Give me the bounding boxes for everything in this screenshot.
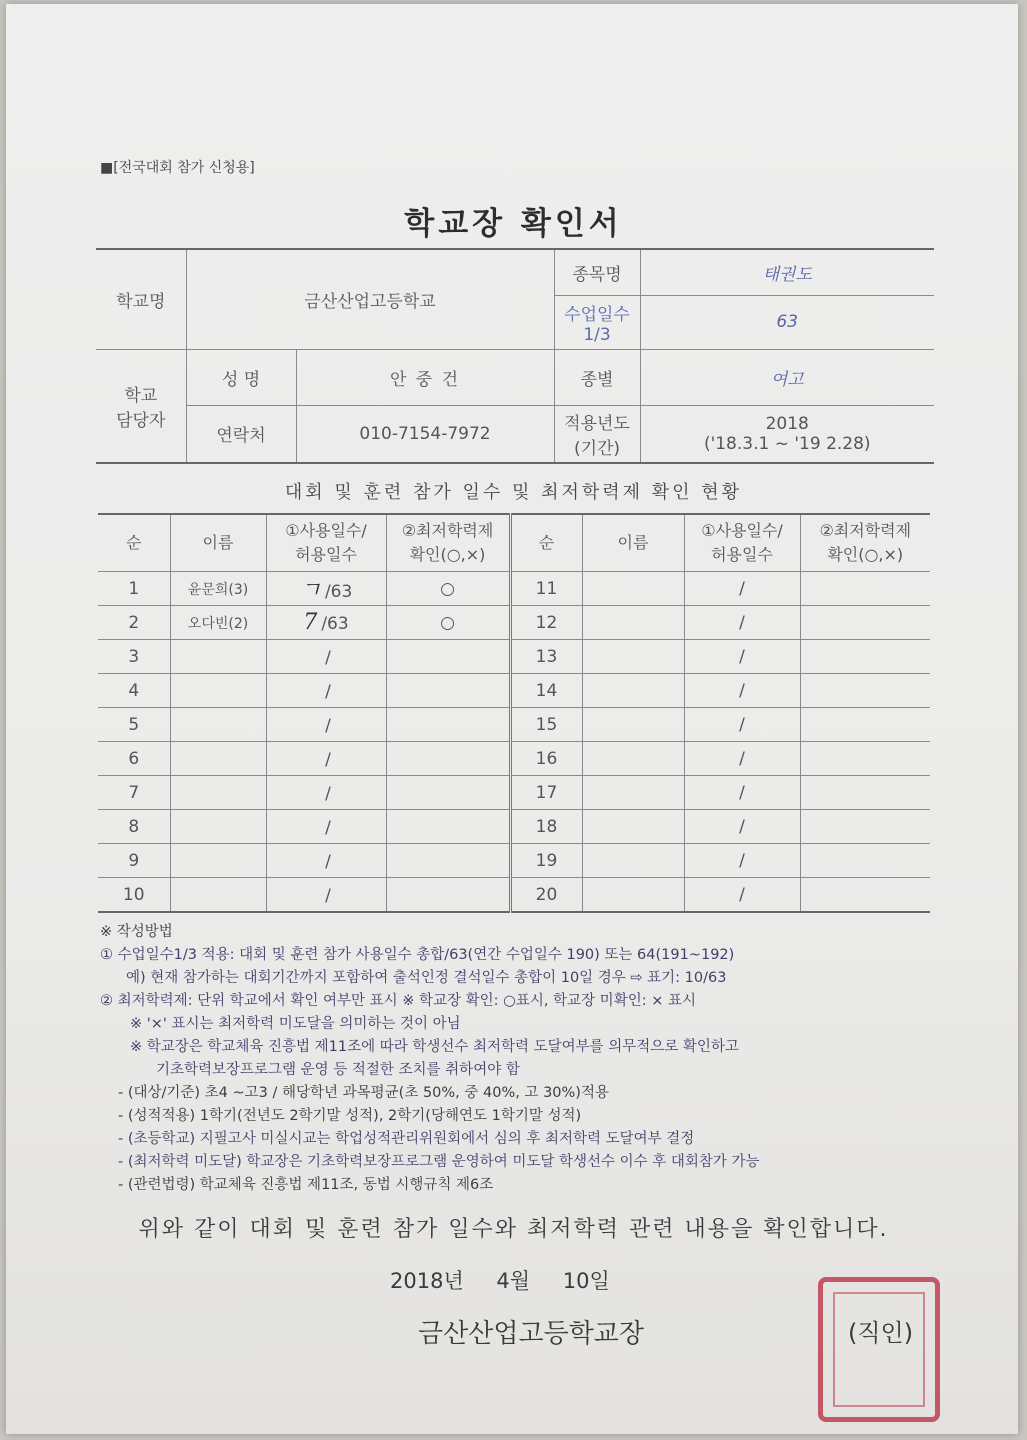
contact-person-label xyxy=(96,349,186,463)
gender-value: 여고 xyxy=(640,349,934,405)
row-name-2 xyxy=(582,640,684,674)
row-days-2: / xyxy=(684,640,800,674)
header-check-2-line1: ②최저학력제 xyxy=(819,521,912,540)
row-no-2: 17 xyxy=(510,776,582,810)
row-check: ○ xyxy=(386,606,510,640)
row-check-2 xyxy=(800,572,930,606)
row-check-2 xyxy=(800,742,930,776)
row-name-2 xyxy=(582,572,684,606)
table-row xyxy=(98,674,930,708)
allowed-days: /63 xyxy=(321,614,349,634)
row-name xyxy=(170,708,266,742)
table-row xyxy=(98,708,930,742)
row-check: ○ xyxy=(386,572,510,606)
row-days xyxy=(266,810,386,844)
instruction-line: - (대상/기준) 초4 ~고3 / 해당학년 과목평균(초 50%, 중 40%, 고 30%)적용 xyxy=(118,1085,609,1101)
row-name xyxy=(170,776,266,810)
header-name: 이름 xyxy=(170,514,266,572)
row-no-2: 19 xyxy=(510,844,582,878)
row-no-2: 20 xyxy=(510,878,582,913)
row-no: 5 xyxy=(98,708,170,742)
row-name xyxy=(170,640,266,674)
official-seal-stamp xyxy=(818,1277,940,1422)
name-value: 안 중 건 xyxy=(296,349,554,405)
handwritten-used-days: ㄱ xyxy=(299,578,321,603)
contact-person-label-line1: 학교 xyxy=(124,385,158,406)
instruction-line: - (최저학력 미도달) 학교장은 기초학력보장프로그램 운영하여 미도달 학생선수 이수 후 대회참가 가능 xyxy=(118,1154,760,1170)
row-name-2 xyxy=(582,776,684,810)
year-label-line2: (기간) xyxy=(573,438,621,459)
row-name xyxy=(170,878,266,913)
year-value-line1: 2018 xyxy=(765,413,809,434)
instruction-line: - (초등학교) 지필고사 미실시교는 학업성적관리위원회에서 심의 후 최저학력 도달여부 결정 xyxy=(118,1131,695,1147)
row-no-2: 12 xyxy=(510,606,582,640)
handwritten-used-days: 7 xyxy=(303,610,318,635)
instruction-line: ※ 학교장은 학교체육 진흥법 제11조에 따라 학생선수 최저학력 도달여부를 의무적으로 확인하고 xyxy=(130,1039,739,1055)
row-no-2: 13 xyxy=(510,640,582,674)
name-label: 성 명 xyxy=(186,349,296,405)
allowed-days: / xyxy=(325,716,331,736)
class-days-label-line2: 1/3 xyxy=(583,324,611,345)
row-check xyxy=(386,742,510,776)
row-check xyxy=(386,810,510,844)
row-no: 3 xyxy=(98,640,170,674)
allowed-days: /63 xyxy=(324,582,353,602)
allowed-days: / xyxy=(325,818,331,838)
table-row xyxy=(98,878,930,913)
principal-signature-line: 금산산업고등학교장 xyxy=(418,1319,645,1349)
row-days xyxy=(266,878,386,913)
row-name-2 xyxy=(582,708,684,742)
row-name xyxy=(170,674,266,708)
row-check-2 xyxy=(800,844,930,878)
instruction-line: 예) 현재 참가하는 대회기간까지 포함하여 출석인정 결석일수 총합이 10일 경우 ⇨ 표기: 10/63 xyxy=(126,970,727,986)
instructions-title: ※ 작성방법 xyxy=(100,924,173,940)
row-name: 윤문희(3) xyxy=(170,572,266,606)
confirmation-text: 위와 같이 대회 및 훈련 참가 일수와 최저학력 관련 내용을 확인합니다. xyxy=(138,1217,889,1242)
row-days xyxy=(266,674,386,708)
instruction-line: ② 최저학력제: 단위 학교에서 확인 여부만 표시 ※ 학교장 확인: ○표시, 학교장 미확인: × 표시 xyxy=(100,993,696,1009)
instruction-line: ※ '×' 표시는 최저학력 미도달을 의미하는 것이 아님 xyxy=(130,1016,461,1032)
year-label xyxy=(554,405,640,463)
instruction-line: ① 수업일수1/3 적용: 대회 및 훈련 참가 사용일수 총합/63(연간 수업일수 190) 또는 64(191~192) xyxy=(100,947,735,963)
class-days-label-line1: 수업일수 xyxy=(564,304,630,325)
row-days-2: / xyxy=(684,742,800,776)
header-days-2-line1: ①사용일수/ xyxy=(701,521,783,540)
class-days-value: 63 xyxy=(640,295,934,349)
section-title: 대회 및 훈련 참가 일수 및 최저학력제 확인 현황 xyxy=(284,482,743,503)
row-name-2 xyxy=(582,810,684,844)
table-row xyxy=(98,640,930,674)
row-days-2: / xyxy=(684,606,800,640)
header-check xyxy=(386,514,510,572)
row-no: 6 xyxy=(98,742,170,776)
header-no: 순 xyxy=(98,514,170,572)
info-table xyxy=(96,248,934,464)
table-row xyxy=(98,776,930,810)
row-days-2: / xyxy=(684,708,800,742)
row-no: 9 xyxy=(98,844,170,878)
school-label: 학교명 xyxy=(96,249,186,349)
row-days-2: / xyxy=(684,572,800,606)
row-days-2: / xyxy=(684,674,800,708)
row-no-2: 14 xyxy=(510,674,582,708)
row-check-2 xyxy=(800,776,930,810)
row-days-2: / xyxy=(684,844,800,878)
row-check-2 xyxy=(800,708,930,742)
row-check xyxy=(386,776,510,810)
stamp-label: (직인) xyxy=(848,1319,914,1347)
row-check xyxy=(386,844,510,878)
year-label-line1: 적용년도 xyxy=(564,413,630,434)
row-no-2: 11 xyxy=(510,572,582,606)
header-days-2-line2: 허용일수 xyxy=(711,545,773,564)
row-name-2 xyxy=(582,742,684,776)
issue-date: 2018년 4월 10일 xyxy=(390,1269,610,1293)
header-note: ■[전국대회 참가 신청용] xyxy=(100,160,255,176)
header-check-2-line2: 확인(○,×) xyxy=(827,545,904,564)
row-days xyxy=(266,640,386,674)
header-check-line1: ②최저학력제 xyxy=(401,521,494,540)
row-check xyxy=(386,674,510,708)
row-check-2 xyxy=(800,674,930,708)
row-days xyxy=(266,606,386,640)
allowed-days: / xyxy=(325,852,331,872)
row-days-2: / xyxy=(684,810,800,844)
table-row xyxy=(98,606,930,640)
period-value: ('18.3.1 ~ '19 2.28) xyxy=(703,433,871,454)
row-no: 8 xyxy=(98,810,170,844)
row-no-2: 16 xyxy=(510,742,582,776)
row-check-2 xyxy=(800,640,930,674)
row-days xyxy=(266,844,386,878)
row-name-2 xyxy=(582,878,684,913)
row-check-2 xyxy=(800,810,930,844)
header-check-line2: 확인(○,×) xyxy=(409,545,486,564)
table-row xyxy=(98,844,930,878)
instruction-line: 기초학력보장프로그램 운영 등 적절한 조치를 취하여야 함 xyxy=(156,1062,520,1078)
school-value: 금산산업고등학교 xyxy=(186,249,554,349)
phone-label: 연락처 xyxy=(186,405,296,463)
row-no: 10 xyxy=(98,878,170,913)
event-value: 태권도 xyxy=(640,249,934,295)
header-days xyxy=(266,514,386,572)
class-days-label xyxy=(554,295,640,349)
row-no: 7 xyxy=(98,776,170,810)
page-title: 학교장 확인서 xyxy=(404,206,623,242)
allowed-days: / xyxy=(325,682,331,702)
row-name xyxy=(170,844,266,878)
table-header-row xyxy=(98,514,930,572)
header-name-2: 이름 xyxy=(582,514,684,572)
row-days xyxy=(266,742,386,776)
phone-value: 010-7154-7972 xyxy=(296,405,554,463)
participation-table xyxy=(98,513,930,913)
row-name xyxy=(170,810,266,844)
row-name xyxy=(170,742,266,776)
contact-person-label-line2: 담당자 xyxy=(116,410,166,431)
header-check-2 xyxy=(800,514,930,572)
row-name-2 xyxy=(582,606,684,640)
instruction-line: - (성적적용) 1학기(전년도 2학기말 성적), 2학기(당해연도 1학기말 성적) xyxy=(118,1108,582,1124)
row-days xyxy=(266,776,386,810)
gender-label: 종별 xyxy=(554,349,640,405)
event-label: 종목명 xyxy=(554,249,640,295)
row-name-2 xyxy=(582,844,684,878)
header-days-line2: 허용일수 xyxy=(295,545,357,564)
table-row xyxy=(98,810,930,844)
row-check-2 xyxy=(800,606,930,640)
allowed-days: / xyxy=(325,648,331,668)
header-no-2: 순 xyxy=(510,514,582,572)
row-check xyxy=(386,640,510,674)
instruction-line: - (관련법령) 학교체육 진흥법 제11조, 동법 시행규칙 제6조 xyxy=(118,1177,494,1193)
row-no: 4 xyxy=(98,674,170,708)
row-check-2 xyxy=(800,878,930,913)
allowed-days: / xyxy=(325,886,331,906)
row-name: 오다빈(2) xyxy=(170,606,266,640)
row-no-2: 18 xyxy=(510,810,582,844)
row-check xyxy=(386,878,510,913)
row-days xyxy=(266,572,386,606)
table-row xyxy=(98,572,930,606)
row-check xyxy=(386,708,510,742)
table-row xyxy=(98,742,930,776)
row-days xyxy=(266,708,386,742)
instructions xyxy=(100,921,930,1197)
year-value xyxy=(640,405,934,463)
allowed-days: / xyxy=(325,784,331,804)
row-no-2: 15 xyxy=(510,708,582,742)
row-days-2: / xyxy=(684,878,800,913)
row-no: 1 xyxy=(98,572,170,606)
row-days-2: / xyxy=(684,776,800,810)
row-name-2 xyxy=(582,674,684,708)
allowed-days: / xyxy=(325,750,331,770)
row-no: 2 xyxy=(98,606,170,640)
header-days-2 xyxy=(684,514,800,572)
header-days-line1: ①사용일수/ xyxy=(285,521,367,540)
